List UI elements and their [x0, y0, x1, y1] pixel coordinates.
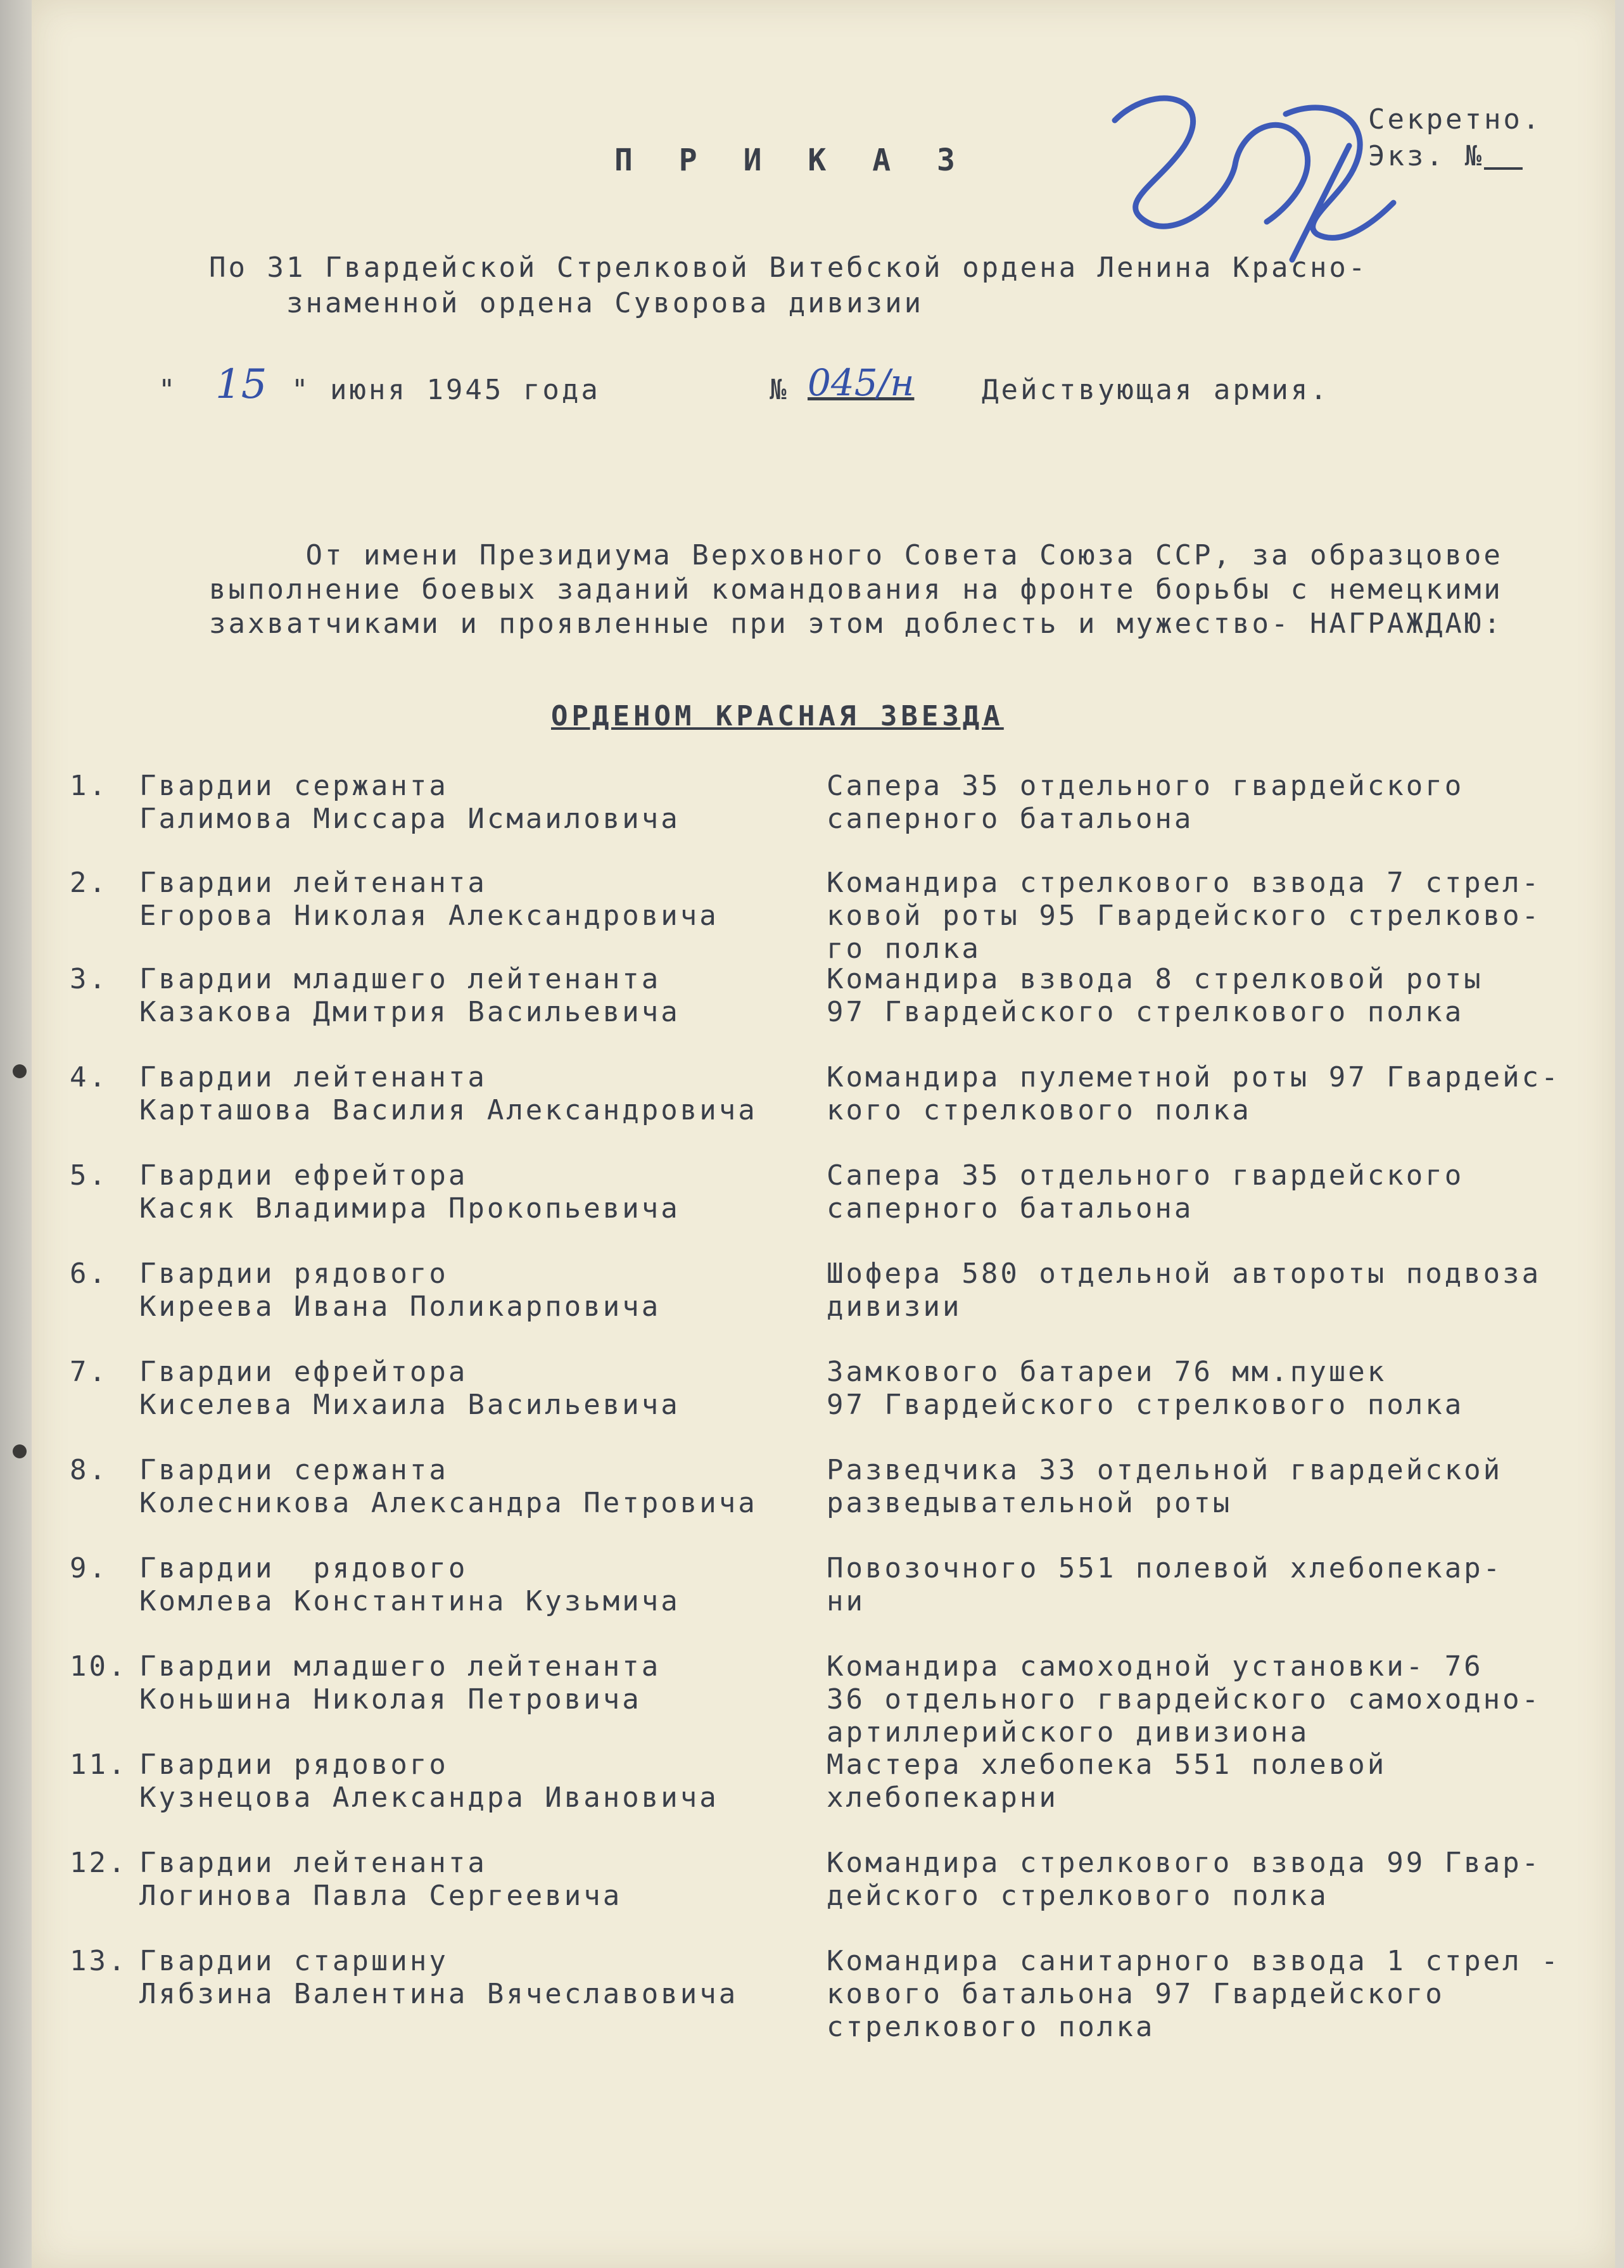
recipient-position: Сапера 35 отдельного гвардейского саперного батальона: [827, 1159, 1464, 1225]
recipient-rank: Гвардии ефрейтора: [139, 1159, 468, 1192]
recipient: [139, 1258, 661, 1323]
intro-line-1: От имени Президиума Верховного Совета Союза ССР, за образцовое: [305, 539, 1503, 571]
recipient: [139, 1650, 661, 1716]
recipient: [139, 1159, 680, 1225]
recipient: [139, 1945, 738, 2011]
recipient: [139, 770, 680, 836]
recipient-position: Командира стрелкового взвода 99 Гвар- дейского стрелкового полка: [827, 1847, 1542, 1912]
recipient-rank: Гвардии сержанта: [139, 770, 448, 802]
award-section-title: ОРДЕНОМ КРАСНАЯ ЗВЕЗДА: [551, 700, 1004, 732]
recipient-position: Командира стрелкового взвода 7 стрел- ковой роты 95 Гвардейского стрелково- го полка: [827, 867, 1542, 965]
issuer-line-1: По 31 Гвардейской Стрелковой Витебской ордена Ленина Красно-: [209, 252, 1368, 284]
entry-number: 6.: [70, 1258, 108, 1290]
recipient-name: Галимова Миссара Исмаиловича: [139, 803, 680, 835]
recipient-position: Разведчика 33 отдельной гвардейской разведывательной роты: [827, 1454, 1503, 1519]
recipient-rank: Гвардии рядового: [139, 1552, 468, 1584]
recipient: [139, 1356, 680, 1422]
entry-number: 13.: [70, 1945, 128, 1977]
punch-hole: [13, 1444, 27, 1458]
recipient-name: Коньшина Николая Петровича: [139, 1683, 642, 1716]
recipient: [139, 963, 680, 1029]
recipient-name: Егорова Николая Александровича: [139, 900, 719, 932]
recipient-position: Замкового батареи 76 мм.пушек 97 Гвардейского стрелкового полка: [827, 1356, 1464, 1421]
entry-number: 1.: [70, 770, 108, 802]
recipient-name: Карташова Василия Александровича: [139, 1094, 758, 1126]
recipient-name: Колесникова Александра Петровича: [139, 1487, 758, 1519]
recipient-name: Киреева Ивана Поликарповича: [139, 1290, 661, 1323]
recipient-rank: Гвардии старшину: [139, 1945, 448, 1977]
entry-number: 2.: [70, 867, 108, 899]
recipient-name: Казакова Дмитрия Васильевича: [139, 996, 680, 1028]
document-title: П Р И К А З: [614, 143, 969, 178]
handwritten-day: 15: [215, 361, 267, 408]
recipient-rank: Гвардии ефрейтора: [139, 1356, 468, 1388]
handwritten-number-scribble: [1077, 70, 1406, 272]
entry-number: 5.: [70, 1159, 108, 1192]
recipient-name: Лябзина Валентина Вячеславовича: [139, 1978, 739, 2010]
handwritten-order-number: 045/н: [808, 361, 915, 404]
recipient-name: Киселева Михаила Васильевича: [139, 1389, 680, 1421]
issuer-line-2: знаменной ордена Суворова дивизии: [286, 287, 924, 319]
recipient-rank: Гвардии лейтенанта: [139, 867, 487, 899]
recipient-position: Повозочного 551 полевой хлебопекар- ни: [827, 1552, 1503, 1617]
recipient: [139, 1749, 719, 1814]
punch-hole: [13, 1064, 27, 1078]
recipient: [139, 1552, 680, 1618]
date-open-quote: ": [158, 374, 178, 406]
recipient-position: Сапера 35 отдельного гвардейского саперного батальона: [827, 770, 1464, 835]
entry-number: 11.: [70, 1749, 128, 1781]
entry-number: 12.: [70, 1847, 128, 1879]
recipient-position: Командира санитарного взвода 1 стрел - кового батальона 97 Гвардейского стрелкового полка: [827, 1945, 1561, 2043]
left-binding-strip: [0, 0, 32, 2268]
army-label: Действующая армия.: [982, 374, 1329, 406]
entry-number: 8.: [70, 1454, 108, 1486]
order-issuer: [209, 250, 1367, 321]
recipient: [139, 867, 719, 933]
entry-number: 4.: [70, 1061, 108, 1093]
intro-line-3: захватчиками и проявленные при этом доблесть и мужество- НАГРАЖДАЮ:: [209, 608, 1503, 640]
date-month-year: " июня 1945 года: [291, 374, 600, 406]
recipient-rank: Гвардии лейтенанта: [139, 1847, 487, 1879]
copy-number-label: Экз. №: [1368, 140, 1484, 172]
document-page: [32, 0, 1615, 2268]
recipient-rank: Гвардии младшего лейтенанта: [139, 963, 661, 995]
recipient-name: Логинова Павла Сергеевича: [139, 1880, 623, 1912]
recipient-rank: Гвардии сержанта: [139, 1454, 448, 1486]
recipient-rank: Гвардии рядового: [139, 1749, 448, 1781]
recipient: [139, 1847, 622, 1913]
entry-number: 9.: [70, 1552, 108, 1584]
entry-number: 3.: [70, 963, 108, 995]
recipient-position: Шофера 580 отдельной автороты подвоза дивизии: [827, 1258, 1542, 1323]
secret-line: Секретно.: [1368, 103, 1542, 136]
recipient-position: Командира самоходной установки- 76 36 отдельного гвардейского самоходно- артиллерийского дивизиона: [827, 1650, 1542, 1749]
recipient-name: Комлева Константина Кузьмича: [139, 1585, 680, 1617]
secrecy-label: [1368, 101, 1542, 175]
intro-line-2: выполнение боевых заданий командования на фронте борьбы с немецкими: [209, 573, 1503, 606]
entry-number: 10.: [70, 1650, 128, 1683]
recipient-rank: Гвардии рядового: [139, 1258, 448, 1290]
award-intro: [209, 538, 1503, 641]
recipient-rank: Гвардии лейтенанта: [139, 1061, 487, 1093]
order-number-prefix: №: [770, 374, 789, 406]
recipient: [139, 1454, 758, 1520]
recipient: [139, 1061, 758, 1127]
recipient-position: Командира пулеметной роты 97 Гвардейс- кого стрелкового полка: [827, 1061, 1561, 1126]
recipient-position: Мастера хлебопека 551 полевой хлебопекарни: [827, 1749, 1387, 1814]
recipient-name: Касяк Владимира Прокопьевича: [139, 1192, 680, 1225]
recipient-name: Кузнецова Александра Ивановича: [139, 1781, 719, 1814]
recipient-position: Командира взвода 8 стрелковой роты 97 Гвардейского стрелкового полка: [827, 963, 1483, 1028]
recipient-rank: Гвардии младшего лейтенанта: [139, 1650, 661, 1683]
entry-number: 7.: [70, 1356, 108, 1388]
